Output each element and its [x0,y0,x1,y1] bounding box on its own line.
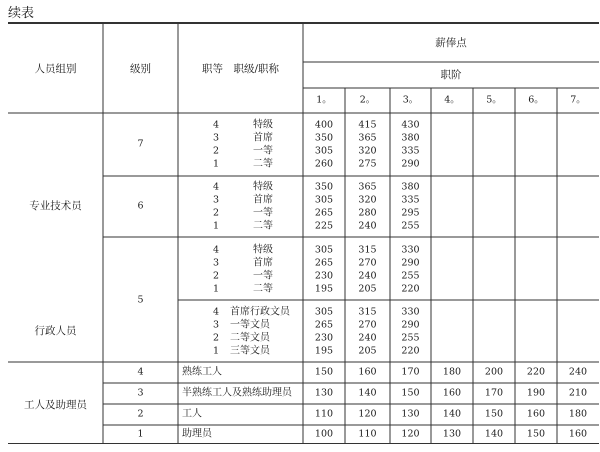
salary-value: 160 [526,408,546,420]
grade-number: 3 [212,319,220,331]
salary-value: 275 [358,158,377,170]
header-step-7: 7。 [570,94,586,106]
salary-value: 200 [484,366,504,378]
header-step-2: 2。 [359,94,376,106]
salary-value: 240 [568,366,588,378]
salary-value: 415 [358,119,377,131]
grade-number: 2 [212,332,220,344]
grade-number: 1 [212,283,220,295]
header-step-4: 4。 [444,94,460,106]
salary-value: 400 [314,119,334,131]
grade-number: 4 [212,244,220,256]
salary-value: 180 [442,366,462,378]
grade-title: 二等文员 [230,332,270,344]
salary-value: 255 [401,332,420,344]
grade-title: 三等文员 [230,345,270,357]
salary-value: 220 [526,366,546,378]
grade-title: 特级 [253,119,273,131]
header-level: 级别 [130,63,151,75]
salary-value: 290 [401,158,420,170]
salary-value: 220 [401,283,420,295]
salary-value: 320 [358,194,377,206]
salary-value: 195 [314,283,334,295]
grade-title: 一等 [253,207,273,219]
salary-value: 160 [568,428,588,440]
grade-title: 二等 [253,283,273,295]
salary-value: 225 [314,220,334,232]
salary-value: 365 [358,181,377,193]
salary-value: 280 [358,207,377,219]
salary-value: 240 [358,270,377,282]
salary-value: 270 [358,319,377,331]
grade-number: 4 [212,181,220,193]
salary-value: 335 [401,194,420,206]
salary-value: 255 [401,270,420,282]
salary-value: 170 [484,387,504,399]
salary-value: 205 [358,283,377,295]
salary-value: 255 [401,220,420,232]
header-category: 人员组别 [34,63,77,75]
grade-title: 首席 [253,194,273,206]
salary-value: 365 [358,132,377,144]
salary-value: 170 [401,366,420,378]
salary-value: 140 [484,428,504,440]
salary-value: 350 [314,181,334,193]
salary-value: 270 [358,257,377,269]
salary-value: 295 [401,207,420,219]
worker-title: 半熟练工人及熟练助理员 [182,387,292,399]
header-grade-title: 职等 职级/职称 [201,63,280,75]
salary-value: 150 [526,428,546,440]
salary-value: 150 [314,366,334,378]
level-label: 2 [137,408,144,420]
salary-value: 380 [401,132,420,144]
header-step-6: 6。 [528,94,544,106]
worker-title: 熟练工人 [182,366,222,378]
grade-title: 首席行政文员 [230,306,290,318]
category-professional: 专业技术员 [29,200,82,212]
table-caption: 续表 [8,6,35,21]
grade-number: 2 [212,207,220,219]
salary-value: 180 [568,408,588,420]
header-steps-label: 职阶 [440,69,462,81]
salary-value: 315 [358,244,377,256]
worker-title: 助理员 [182,428,212,440]
salary-value: 110 [358,428,377,440]
level-label: 5 [137,294,144,306]
salary-value: 290 [401,257,420,269]
salary-value: 100 [314,428,334,440]
level-label: 1 [137,428,144,440]
salary-value: 210 [568,387,588,399]
salary-value: 330 [401,244,420,256]
salary-value: 220 [401,345,420,357]
salary-value: 305 [314,244,334,256]
salary-value: 140 [358,387,377,399]
category-administrative: 行政人员 [34,325,77,337]
header-step-5: 5。 [486,94,502,106]
header-step-3: 3。 [402,94,419,106]
salary-value: 350 [314,132,334,144]
category-workers: 工人及助理员 [24,399,87,411]
grade-title: 首席 [253,257,273,269]
salary-value: 305 [314,145,334,157]
grade-title: 二等 [253,158,273,170]
salary-table [0,22,600,444]
level-label: 3 [137,387,144,399]
salary-value: 230 [314,270,334,282]
grade-title: 二等 [253,220,273,232]
salary-value: 160 [442,387,462,399]
salary-value: 150 [401,387,420,399]
salary-value: 265 [314,257,334,269]
salary-value: 140 [442,408,462,420]
grade-number: 2 [212,145,220,157]
salary-value: 320 [358,145,377,157]
grade-number: 3 [212,257,220,269]
grade-number: 4 [212,306,220,318]
worker-title: 工人 [182,408,202,420]
salary-value: 315 [358,306,377,318]
grade-number: 3 [212,194,220,206]
grade-number: 1 [212,345,220,357]
salary-value: 240 [358,220,377,232]
salary-value: 150 [484,408,504,420]
salary-value: 110 [314,408,334,420]
salary-value: 230 [314,332,334,344]
level-label: 4 [137,366,144,378]
grade-number: 2 [212,270,220,282]
salary-value: 265 [314,319,334,331]
grade-number: 1 [212,158,220,170]
salary-value: 190 [526,387,546,399]
header-salary-points: 薪俸点 [435,37,467,49]
salary-value: 160 [358,366,377,378]
grade-number: 1 [212,220,220,232]
salary-value: 240 [358,332,377,344]
salary-value: 265 [314,207,334,219]
header-step-1: 1。 [316,94,332,106]
grade-number: 4 [212,119,220,131]
salary-value: 205 [358,345,377,357]
salary-value: 330 [401,306,420,318]
grade-title: 首席 [253,132,273,144]
grade-number: 3 [212,132,220,144]
salary-value: 380 [401,181,420,193]
salary-value: 130 [442,428,462,440]
grade-title: 特级 [253,244,273,256]
salary-value: 335 [401,145,420,157]
salary-value: 305 [314,194,334,206]
salary-value: 130 [314,387,334,399]
grade-title: 一等文员 [230,319,270,331]
grade-title: 一等 [253,145,273,157]
level-label: 6 [137,200,144,212]
salary-value: 290 [401,319,420,331]
salary-value: 305 [314,306,334,318]
salary-value: 195 [314,345,334,357]
grade-title: 特级 [253,181,273,193]
salary-value: 430 [401,119,420,131]
salary-value: 260 [314,158,334,170]
grade-title: 一等 [253,270,273,282]
salary-value: 120 [401,428,420,440]
salary-value: 120 [358,408,377,420]
salary-value: 130 [401,408,420,420]
level-label: 7 [137,138,144,150]
